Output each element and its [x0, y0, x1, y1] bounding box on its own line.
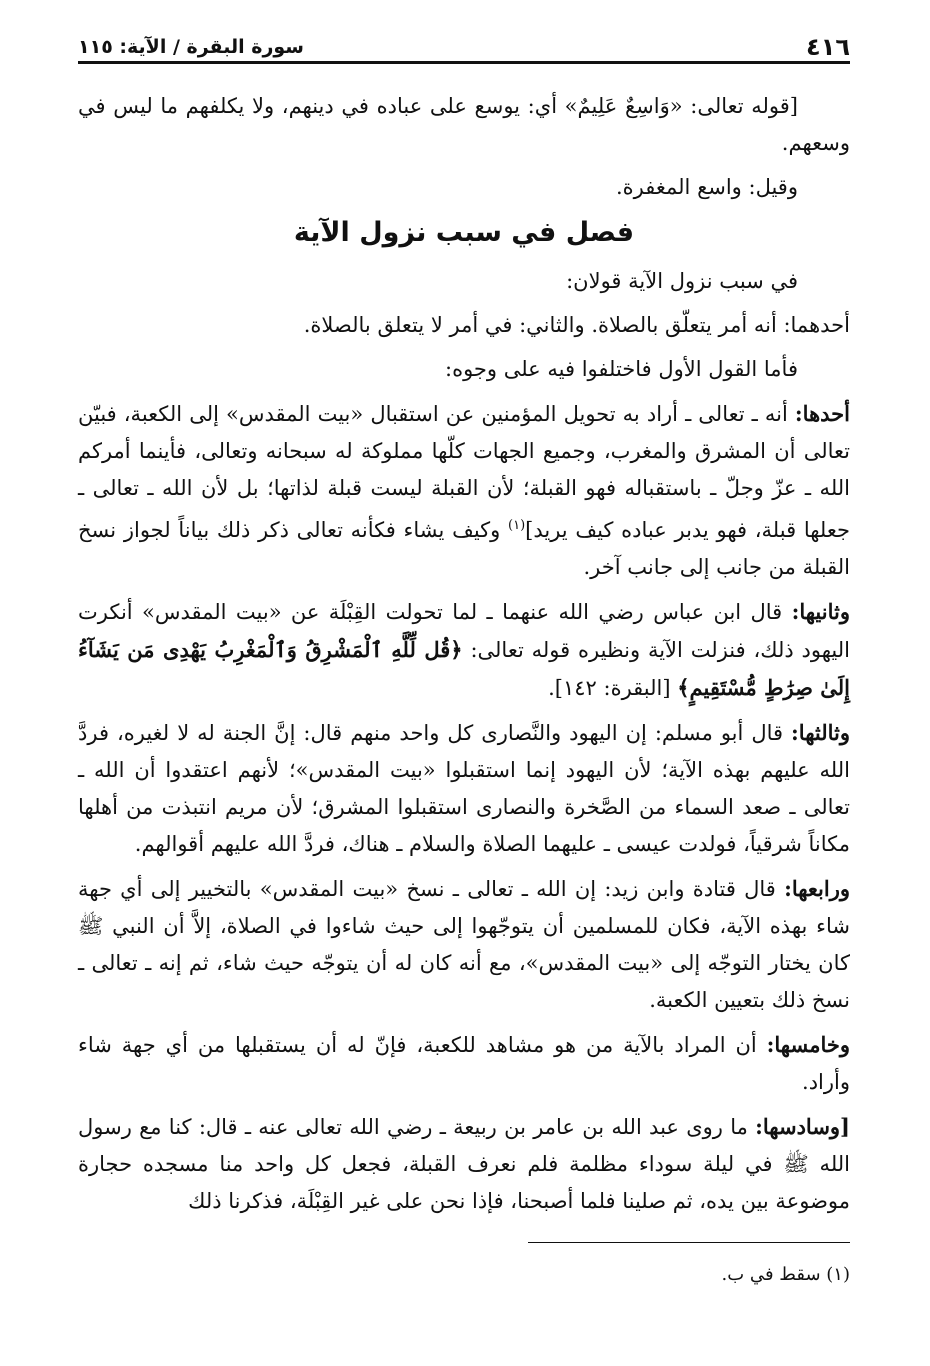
book-page — [78, 30, 850, 1285]
aspect-fourth — [78, 870, 850, 1019]
quran-verse: ﴿قُل لِّلَّهِ ٱلْمَشْرِقُ وَٱلْمَغْرِبُ يَهْدِى مَن يَشَآءُ إِلَىٰ صِرَٰطٍ مُّسْتَقِيمٍ﴾ — [78, 637, 850, 700]
aspect-second-text: قال ابن عباس رضي الله عنهما ـ لما تحولت القِبْلَة عن «بيت المقدس» أنكرت اليهود ذلك، فنزلت الآية ونظيره قوله تعالى: — [78, 600, 850, 662]
aspect-second — [78, 593, 850, 707]
aspect-third-lead: وثالثها: — [791, 720, 850, 745]
aspect-first — [78, 395, 850, 586]
intro-paragraph-2: وقيل: واسع المغفرة. — [616, 175, 798, 199]
section-first-saying: فأما القول الأول فاختلفوا فيه على وجوه: — [445, 357, 798, 381]
aspect-sixth — [78, 1108, 850, 1220]
section-intro: في سبب نزول الآية قولان: — [566, 269, 798, 293]
aspect-sixth-text: ما روى عبد الله بن عامر بن ربيعة ـ رضي الله تعالى عنه ـ قال: كنا مع رسول الله ﷺ في ليلة سوداء مظلمة فلم نعرف القبلة، فجعل كل واحد منا مسجده حجارة موضوعة بين يده، ثم صلينا فلما أصبحنا، فإذا نحن على غير القِبْلَة، فذكرنا ذلك — [78, 1115, 850, 1213]
section-title: فصل في سبب نزول الآية — [293, 217, 635, 248]
aspect-second-lead: وثانيها: — [791, 599, 850, 624]
aspect-first-text-2: وكيف يشاء فكأنه تعالى ذكر ذلك بياناً لجواز نسخ القبلة من جانب إلى جانب آخر. — [78, 518, 850, 579]
aspect-sixth-lead: [وسادسها: — [755, 1114, 850, 1139]
aspect-fifth — [78, 1026, 850, 1101]
section-two-sayings: أحدهما: أنه أمر يتعلّق بالصلاة. والثاني: في أمر لا يتعلق بالصلاة. — [303, 313, 850, 337]
page-header — [78, 30, 850, 64]
surah-reference: سورة البقرة / الآية: ١١٥ — [78, 36, 304, 58]
aspect-first-text: أنه ـ تعالى ـ أراد به تحويل المؤمنين عن استقبال «بيت المقدس» إلى الكعبة، فبيّن تعالى أن المشرق والمغرب، وجميع الجهات كلّها مملوكة له سبحانه وتعالى، فأينما أمركم الله ـ عزّ وجلّ ـ باستقباله فهو القبلة؛ لأن القبلة ليست قبلة لذاتها؛ بل لأن الله ـ تعالى ـ جعلها قبلة، فهو يدبر عباده كيف يريد] — [78, 402, 850, 542]
aspect-fifth-text: أن المراد بالآية من هو مشاهد للكعبة، فإنّ له أن يستقبلها من أي جهة شاء وأراد. — [78, 1033, 850, 1094]
aspect-second-text-2: [البقرة: ١٤٢]. — [548, 676, 678, 700]
footnote-marker: (١) — [508, 518, 526, 533]
aspect-fourth-lead: ورابعها: — [784, 876, 850, 901]
aspect-first-lead: أحدها: — [794, 401, 850, 426]
aspect-third — [78, 714, 850, 863]
page-body — [78, 88, 850, 1220]
page-number: ٤١٦ — [806, 33, 850, 61]
header-rule — [78, 61, 850, 64]
footnote: (١) سقط في ب. — [721, 1264, 850, 1285]
aspect-fifth-lead: وخامسها: — [766, 1032, 850, 1057]
aspect-fourth-text: قال قتادة وابن زيد: إن الله ـ تعالى ـ نسخ «بيت المقدس» بالتخيير إلى أي جهة شاء بهذه الآية، فكان للمسلمين أن يتوجّهوا إلى حيث شاءوا في الصلاة، إلاَّ أن النبي ﷺ كان يختار التوجّه إلى «بيت المقدس»، مع أنه كان له أن يتوجّه حيث شاء، ثم إنه ـ تعالى ـ نسخ ذلك بتعيين الكعبة. — [78, 877, 850, 1012]
footnote-divider — [528, 1242, 850, 1243]
intro-paragraph: [قوله تعالى: «وَاسِعٌ عَلِيمٌ» أي: يوسع على عباده في دينهم، ولا يكلفهم ما ليس في وسعهم. — [78, 94, 850, 155]
aspect-third-text: قال أبو مسلم: إن اليهود والنَّصارى كل واحد منهم قال: إنَّ الجنة له لا لغيره، فردَّ الله عليهم بهذه الآية؛ لأن اليهود إنما استقبلوا «بيت المقدس»؛ لأنهم اعتقدوا أن الله ـ تعالى ـ صعد السماء من الصَّخرة والنصارى استقبلوا المشرق؛ لأن مريم انتبذت من أهلها مكاناً شرقياً، فولدت عيسى ـ عليهما الصلاة والسلام ـ هناك، فردَّ الله عليهم أقوالهم. — [78, 721, 850, 856]
